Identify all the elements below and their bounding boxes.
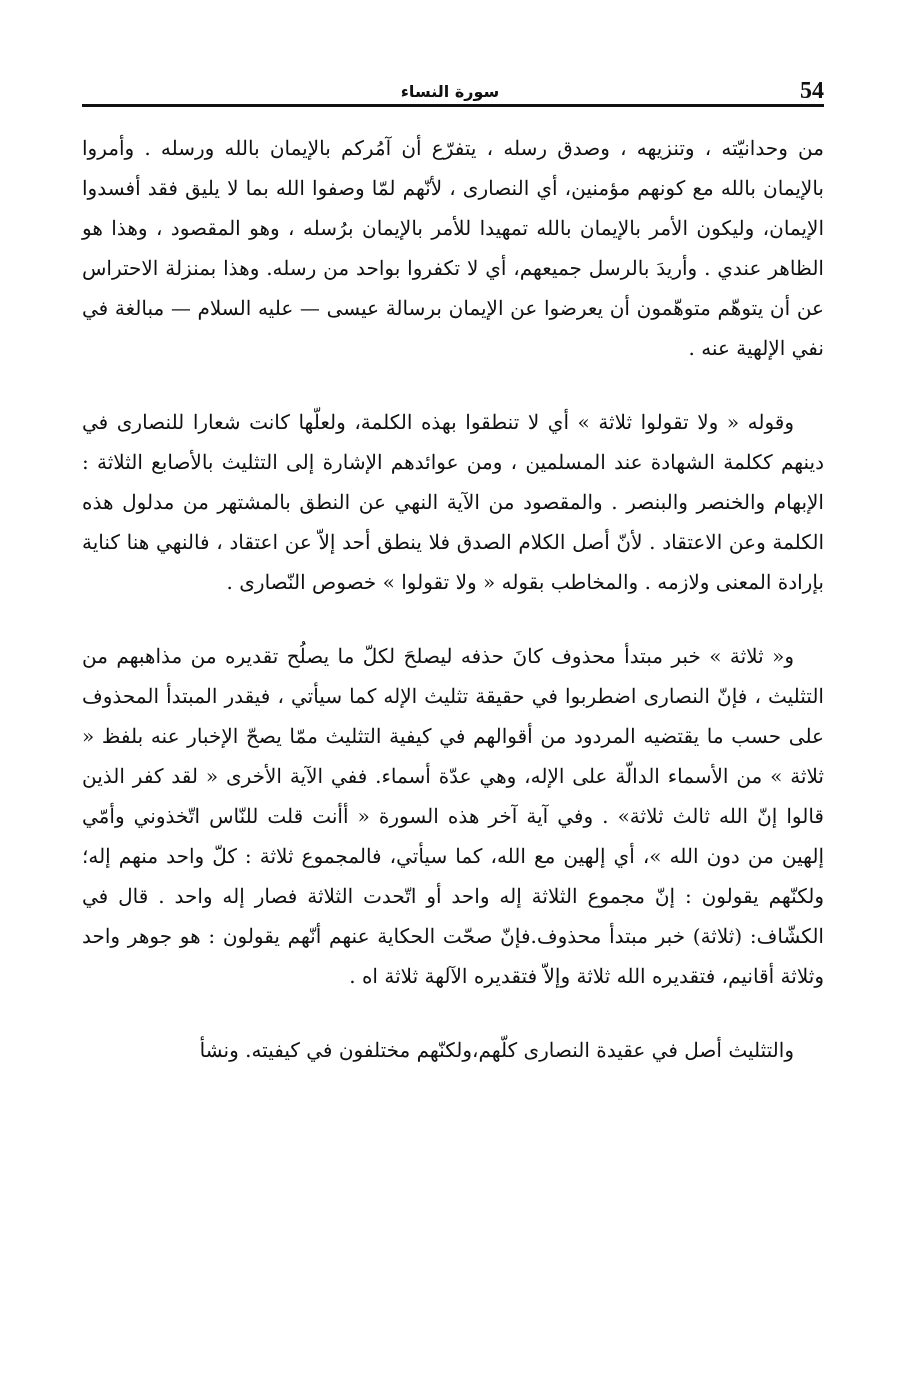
- paragraph-4: والتثليث أصل في عقيدة النصارى كلّهم،ولكنّهم مختلفون في كيفيته. ونشأ: [199, 1038, 794, 1062]
- header-rule: [82, 104, 824, 107]
- paragraph-2: وقوله « ولا تقولوا ثلاثة » أي لا تنطقوا بهذه الكلمة، ولعلّها كانت شعارا للنصارى في دينهم ككلمة الشهادة عند المسلمين ، ومن عوائدهم الإشارة إلى التثليث بالأصابع الثلاثة : الإبهام والخنصر والبنصر . والمقصود من الآية النهي عن النطق بالمشتهر من مدلول هذه الكلمة وعن الاعتقاد . لأنّ أصل الكلام الصدق فلا ينطق أحد إلاّ عن اعتقاد ، فالنهي هنا كناية بإرادة المعنى ولازمه . والمخاطب بقوله « ولا تقولوا » خصوص النّصارى .: [82, 410, 824, 594]
- paragraph-1: من وحدانيّته ، وتنزيهه ، وصدق رسله ، يتفرّع أن آمُركم بالإيمان بالله ورسله . وأمروا بالإيمان بالله مع كونهم مؤمنين، أي النصارى ، لأنّهم لمّا وصفوا الله بما لا يليق فقد أفسدوا الإيمان، وليكون الأمر بالإيمان بالله تمهيدا للأمر بالإيمان برُسله ، وهو المقصود ، وهذا هو الظاهر عندي . وأريدَ بالرسل جميعهم، أي لا تكفروا بواحد من رسله. وهذا بمنزلة الاحتراس عن أن يتوهّم متوهّمون أن يعرضوا عن الإيمان برسالة عيسى — عليه السلام — مبالغة في نفي الإلهية عنه .: [82, 136, 824, 360]
- page-number: 54: [800, 78, 824, 104]
- body-text: [82, 128, 824, 1070]
- paragraph-3: و« ثلاثة » خبر مبتدأ محذوف كانَ حذفه ليصلحَ لكلّ ما يصلُح تقديره من مذاهبهم من التثليث ، فإنّ النصارى اضطربوا في حقيقة تثليث الإله كما سيأتي ، فيقدر المبتدأ المحذوف على حسب ما يقتضيه المردود من أقوالهم في كيفية التثليث ممّا يصحّ الإخبار عنه بلفظ « ثلاثة » من الأسماء الدالّة على الإله، وهي عدّة أسماء. ففي الآية الأخرى « لقد كفر الذين قالوا إنّ الله ثالث ثلاثة» . وفي آية آخر هذه السورة « أأنت قلت للنّاس اتّخذوني وأمّي إلهين من دون الله »، أي إلهين مع الله، كما سيأتي، فالمجموع ثلاثة : كلّ واحد منهم إله؛ ولكنّهم يقولون : إنّ مجموع الثلاثة إله واحد أو اتّحدت الثلاثة فصار إله واحد . قال في الكشّاف: (ثلاثة) خبر مبتدأ محذوف.فإنّ صحّت الحكاية عنهم أنّهم يقولون : هو جوهر واحد وثلاثة أقانيم، فتقديره الله ثلاثة وإلاّ فتقديره الآلهة ثلاثة اه .: [82, 644, 824, 988]
- running-title: سورة النساء: [400, 82, 500, 101]
